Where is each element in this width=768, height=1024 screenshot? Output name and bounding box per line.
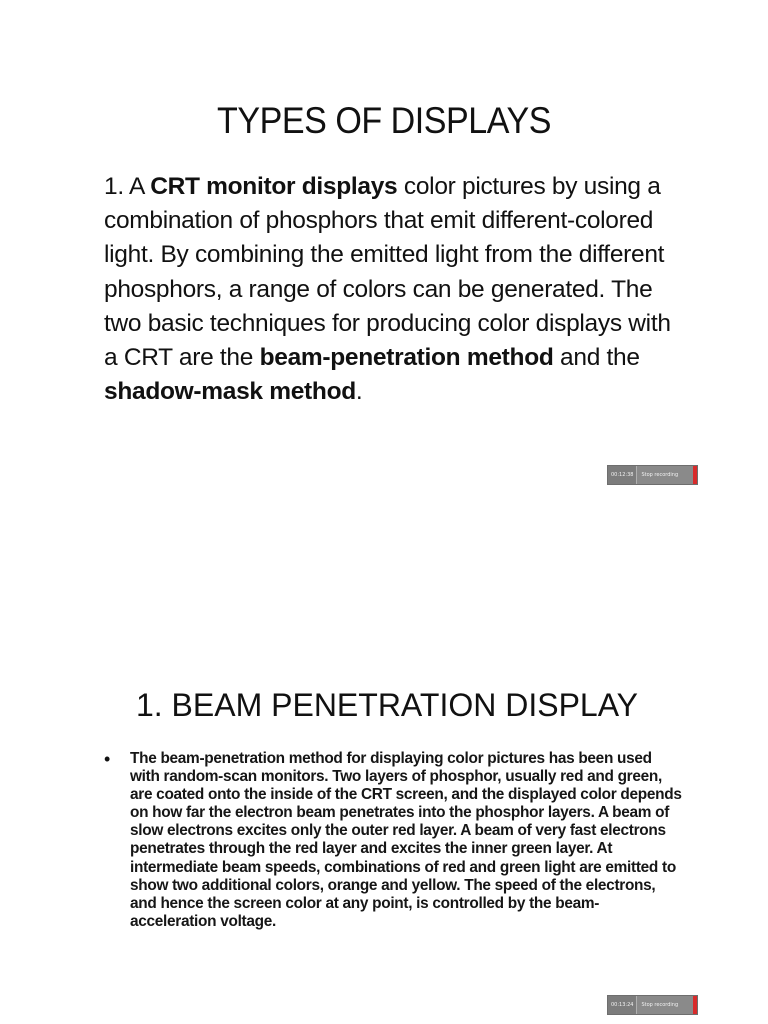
para-text: color pictures by using a combination of phosphors that emit different-colored light. By combining the emitted light from the different phosphors, a range of colors can be generated. The two basic techniques for producing color displays with a CRT are the — [104, 173, 671, 372]
slide-title: TYPES OF DISPLAYS — [217, 100, 551, 141]
recording-timer: 00:13:24 — [608, 996, 637, 1014]
bullet-item — [104, 750, 684, 931]
slide-title: 1. BEAM PENETRATION DISPLAY — [135, 687, 639, 723]
slide-paragraph — [104, 170, 679, 409]
recording-widget — [607, 995, 698, 1015]
para-bold-beam: beam-penetration method — [259, 344, 554, 372]
para-text: 1. A — [104, 173, 151, 200]
para-bold-shadow-mask: shadow-mask method — [104, 378, 356, 406]
para-text: and the — [553, 344, 640, 372]
bullet-icon: • — [104, 749, 111, 769]
bullet-text: The beam-penetration method for displaying color pictures has been used with random-scan monitors. Two layers of phosphor, usually red and green, are coated onto the inside of the CRT screen, and the displayed color depends on how far the electron beam penetrates into the phosphor layers. A beam of slow electrons excites only the outer red layer. A beam of very fast electrons penetrates through the red layer and excites the inner green layer. At intermediate beam speeds, combinations of red and green light are emitted to show two additional colors, orange and yellow. The speed of the electrons, and hence the screen color at any point, is controlled by the beam-acceleration voltage. — [130, 750, 682, 930]
para-text: . — [355, 378, 363, 406]
record-indicator-icon — [693, 996, 697, 1014]
recording-widget — [607, 465, 698, 485]
stop-recording-button[interactable]: Stop recording — [641, 1002, 679, 1008]
record-indicator-icon — [693, 466, 697, 484]
recording-timer: 00:12:38 — [608, 466, 637, 484]
para-bold-crt: CRT monitor displays — [150, 173, 398, 200]
slide-beam-penetration — [0, 512, 768, 1024]
stop-recording-button[interactable]: Stop recording — [641, 472, 679, 478]
